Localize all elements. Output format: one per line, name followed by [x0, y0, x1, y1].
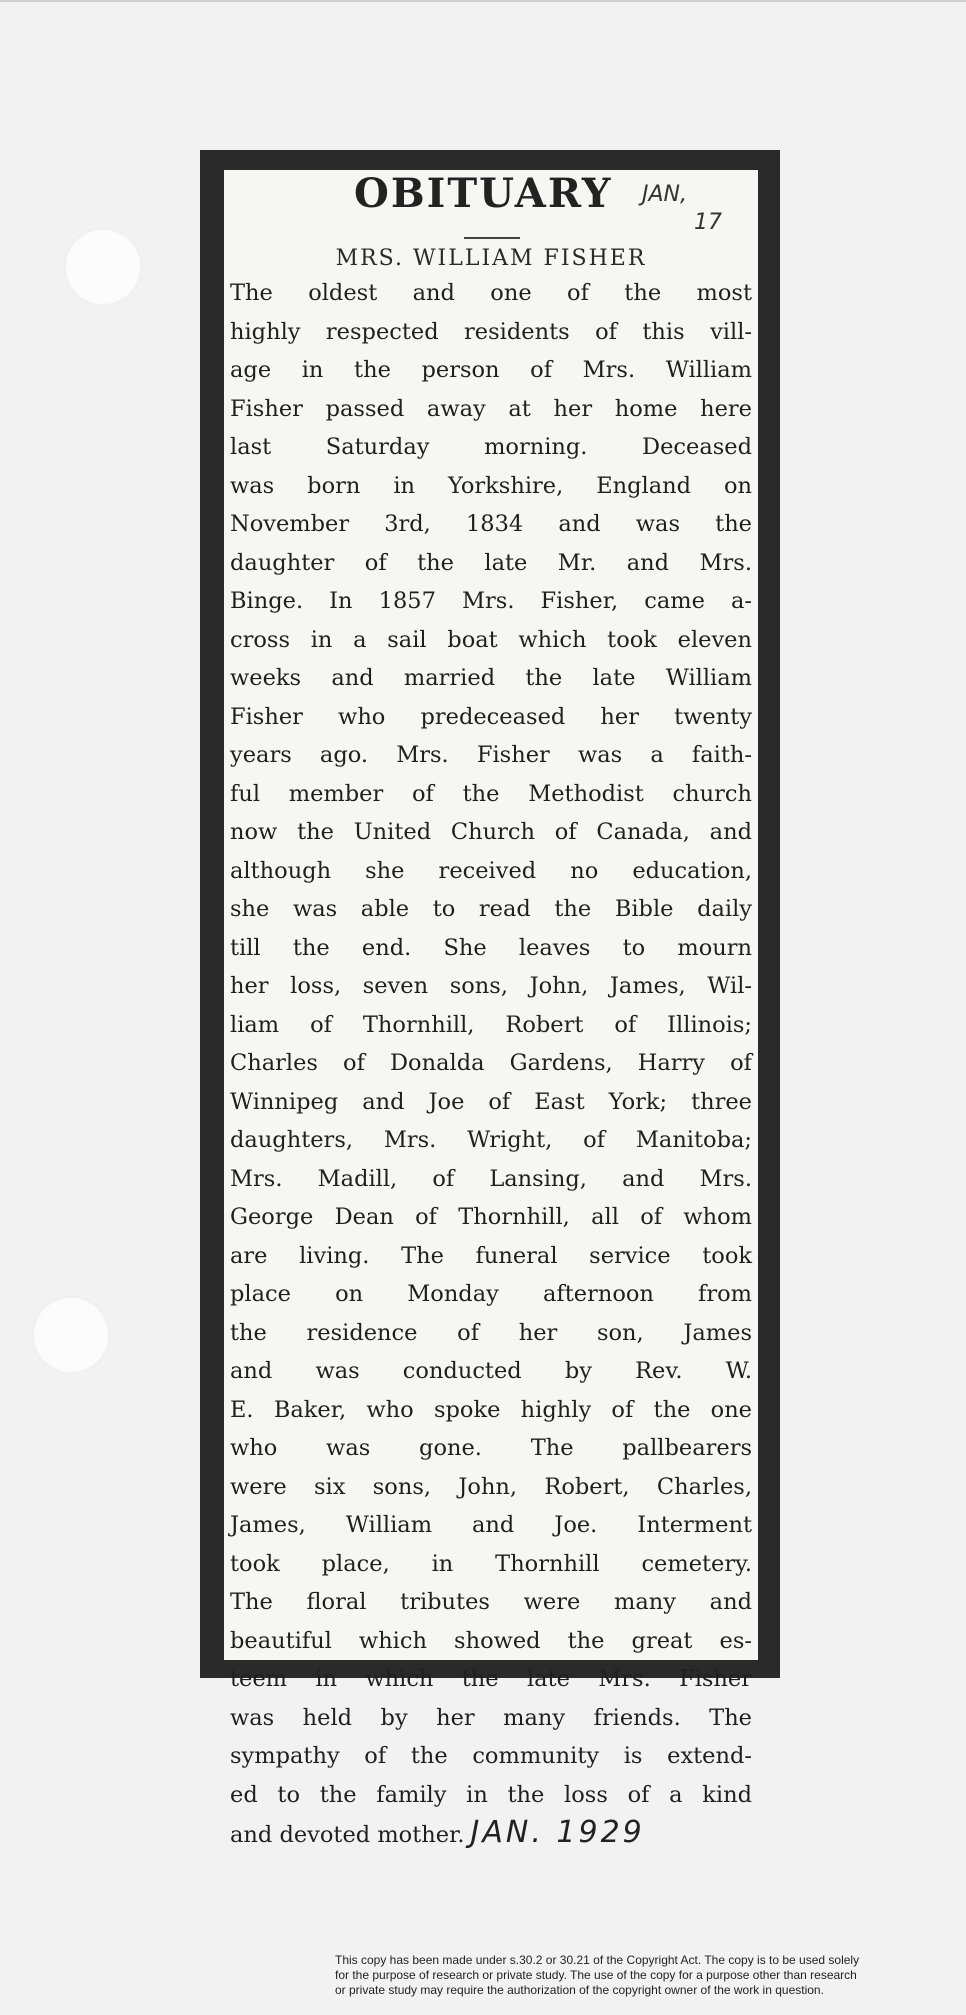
text-line: took place, in Thornhill cemetery.	[230, 1550, 752, 1577]
text-line: who was gone. The pallbearers	[230, 1435, 752, 1461]
text-line: and was conducted by Rev. W.	[230, 1358, 752, 1384]
text-line: Mrs. Madill, of Lansing, and Mrs.	[230, 1165, 752, 1192]
text-line: the residence of her son, James	[230, 1319, 752, 1346]
text-line: November 3rd, 1834 and was the	[230, 511, 752, 537]
copyright-line: or private study may require the authorization of the copyright owner of the work in question.	[335, 1983, 824, 1997]
text-line: highly respected residents of this vill-	[230, 318, 752, 345]
punch-hole-bottom	[32, 1296, 110, 1374]
punch-hole-top	[64, 228, 142, 306]
text-line: place on Monday afternoon from	[230, 1281, 752, 1307]
text-line: ful member of the Methodist church	[230, 780, 752, 807]
copyright-line: for the purpose of research or private study. The use of the copy for a purpose other than research	[335, 1968, 857, 1982]
copyright-notice	[335, 1953, 965, 1998]
text-line: Charles of Donalda Gardens, Harry of	[230, 1050, 752, 1076]
text-line: she was able to read the Bible daily	[230, 896, 752, 922]
text-line: Fisher who predeceased her twenty	[230, 703, 752, 730]
copyright-line: This copy has been made under s.30.2 or 30.21 of the Copyright Act. The copy is to be used solely	[335, 1953, 860, 1967]
text-line: Winnipeg and Joe of East York; three	[230, 1088, 752, 1115]
text-line: are living. The funeral service took	[230, 1242, 752, 1269]
obituary-body	[230, 274, 752, 1853]
text-line: The floral tributes were many and	[230, 1589, 752, 1615]
handwritten-month: JAN,	[642, 182, 687, 207]
text-line: daughters, Mrs. Wright, of Manitoba;	[230, 1127, 752, 1153]
text-line: Fisher passed away at her home here	[230, 395, 752, 422]
text-line: age in the person of Mrs. William	[230, 357, 752, 383]
text-line: last Saturday morning. Deceased	[230, 434, 752, 460]
text-line: till the end. She leaves to mourn	[230, 934, 752, 961]
text-line: teem in which the late Mrs. Fisher	[230, 1666, 752, 1692]
text-line: was born in Yorkshire, England on	[230, 472, 752, 499]
text-line: E. Baker, who spoke highly of the one	[230, 1396, 752, 1423]
text-line: years ago. Mrs. Fisher was a faith-	[230, 742, 752, 768]
text-line: although she received no education,	[230, 857, 752, 884]
text-line-last	[230, 1814, 752, 1853]
text-line: daughter of the late Mr. and Mrs.	[230, 549, 752, 576]
text-line: sympathy of the community is extend-	[230, 1743, 752, 1769]
text-line: now the United Church of Canada, and	[230, 819, 752, 845]
text-line: James, William and Joe. Interment	[230, 1512, 752, 1538]
text-line: liam of Thornhill, Robert of Illinois;	[230, 1011, 752, 1038]
newspaper-clipping	[224, 170, 758, 1850]
text-line: ed to the family in the loss of a kind	[230, 1781, 752, 1808]
text-line: was held by her many friends. The	[230, 1704, 752, 1731]
text-line: George Dean of Thornhill, all of whom	[230, 1204, 752, 1230]
text-line: Binge. In 1857 Mrs. Fisher, came a-	[230, 588, 752, 614]
text-line: weeks and married the late William	[230, 665, 752, 691]
text-line: cross in a sail boat which took eleven	[230, 626, 752, 653]
last-line-text: and devoted mother.	[230, 1822, 465, 1848]
top-edge-line	[0, 0, 966, 2]
text-line: beautiful which showed the great es-	[230, 1627, 752, 1654]
obituary-subtitle: MRS. WILLIAM FISHER	[335, 246, 647, 271]
text-line: The oldest and one of the most	[230, 280, 752, 306]
title-divider	[464, 237, 520, 239]
handwritten-date: JAN. 1929	[470, 1815, 645, 1850]
text-line: her loss, seven sons, John, James, Wil-	[230, 973, 752, 999]
handwritten-day: 17	[694, 210, 722, 235]
text-line: were six sons, John, Robert, Charles,	[230, 1473, 752, 1500]
obituary-title: OBITUARY	[354, 170, 613, 217]
